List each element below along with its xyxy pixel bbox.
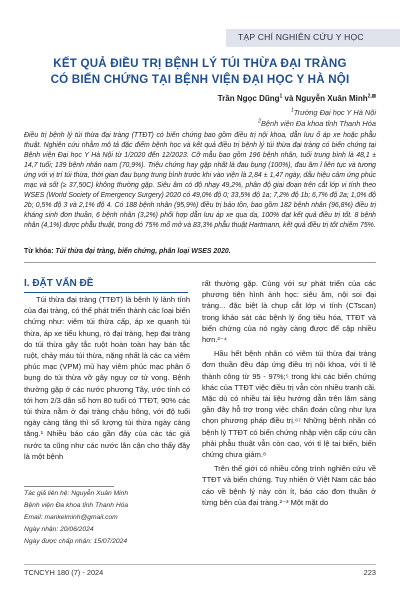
affiliation-2 (258, 119, 376, 128)
affiliation-1-text: Trường Đại học Y Hà Nội (293, 108, 376, 117)
corresponding-email: Email: mankelminh@gmail.com (24, 514, 118, 521)
body-paragraph: Túi thừa đại tràng (TTĐT) là bệnh lý lành tính của đại tràng, có thể phát triển thành các loại biến chứng như: viêm túi thừa cấp, áp xe quanh túi thừa, áp xe tiểu khung, rò đại tràng, hẹp đại tràng do túi thừa gây tắc ruột hoàn toàn hay bán tắc ruột, chảy máu túi thừa, nặng nhất là các ca viêm phúc mạc (VPM) mủ hay viêm phúc mạc phân ổ bụng do túi thừa vỡ gây nguy cơ tử vong. Bệnh thường gặp ở các nước phương Tây, ước tính có tới hơn 2/3 dân số hơn 80 tuổi có TTĐT, 90% các túi thừa nằm ở đại tràng chậu hông, với độ tuổi ngày càng tăng thì số lượng túi thừa ngày càng tăng.¹ Nhiều báo cáo gần đây của các tác giả nước ta cũng như các nước lân cận cho thấy đây là một bệnh (24, 295, 190, 461)
author-conjunction: và (282, 94, 296, 103)
correspondence-rule (24, 486, 114, 487)
section-rule (24, 292, 188, 293)
abstract-divider (24, 262, 376, 263)
section-heading: I. ĐẶT VẤN ĐỀ (24, 278, 94, 289)
corresponding-hospital: Bệnh viện Đa khoa tỉnh Thanh Hóa (24, 502, 129, 509)
author-2: Nguyễn Xuân Minh (295, 94, 368, 103)
footer-journal-issue: TCNCYH 180 (7) - 2024 (24, 568, 104, 577)
journal-name: TẠP CHÍ NGHIÊN CỨU Y HỌC (238, 32, 364, 42)
footer-rule (24, 564, 376, 565)
author-1: Trần Ngọc Dũng (217, 94, 280, 103)
body-paragraph: Hầu hết bệnh nhân có viêm túi thừa đại tràng đơn thuần đều đáp ứng điều trị nội khoa, với tỉ lệ thành công từ 95 - 97%;⁵ trong khi các biến chứng khác của TTĐT việc điều trị vẫn còn nhiều tranh cãi. Mặc dù có nhiều tài liệu hướng dẫn trên lâm sàng gần đây hỗ trợ trong việc chẩn đoán cũng như lựa chọn phương pháp điều trị.⁶⁷ Những bệnh nhân có bệnh lý TTĐT có biến chứng nhập viện cấp cứu cần phải phẫu thuật vẫn còn cao, với tỉ lệ tai biến, biến chứng chưa giảm.⁸ (202, 349, 376, 460)
keywords-text: Túi thừa đại tràng, biến chứng, phân loại WSES 2020. (53, 248, 231, 255)
keywords-label: Từ khóa: (24, 248, 54, 255)
affiliation-2-text: Bệnh viện Đa khoa tỉnh Thanh Hóa (260, 119, 376, 128)
body-column-right (202, 278, 376, 564)
abstract: Điều trị bệnh lý túi thừa đại tràng (TTĐT) có biến chứng bao gồm điều trị nội khoa, dẫn lưu ổ áp xe hoặc phẫu thuật. Nghiên cứu nhằm mô tả đặc điểm bệnh học và kết quả điều trị bệnh lý túi thừa đại tràng có biến chứng tại Bệnh viện Đại học Y Hà Nội từ 1/2020 đến 12/2023. Cỡ mẫu bao gồm 196 bệnh nhân, tuổi trung bình là 48,1 ± 14,7 tuổi; 139 bệnh nhân nam (70,9%). Triệu chứng hay gặp nhất là đau bụng (100%), đau âm ỉ liên tục và tương ứng với vị trí túi thừa, thời gian đau bụng trung bình trước khi vào viện là 2,84 ± 1,47 ngày, dấu hiệu cảm ứng phúc mạc và sốt (≥ 37,50C) không thường gặp. Siêu âm có độ nhạy 49,2%, phân độ giai đoạn trên cắt lớp vi tính theo WSES (World Society of Emergency Surgery) 2020 có 49,0% độ 0; 33,5% độ 1a; 7,2% độ 1b; 6,7% độ 2a; 1,0% độ 2b; 0,5% độ 3 và 2,1% độ 4. Có 188 bệnh nhân (95,9%) điều trị bảo tồn, bao gồm 182 bệnh nhân (96,8%) điều trị kháng sinh đơn thuần, 6 bệnh nhân (3,2%) phối hợp dẫn lưu áp xe qua da, 100% đạt kết quả điều trị tốt. 8 bệnh nhân (4,1%) được phẫu thuật, trong đó 75% mổ mở và 83,3% phẫu thuật Hartmann, kết quả điều trị tốt chiếm 75%. (24, 132, 377, 229)
body-column-left (24, 294, 190, 478)
keywords (24, 248, 376, 255)
affiliation-1-sup: 1 (290, 107, 294, 114)
author-2-sup: 2,⊠ (367, 93, 376, 100)
body-paragraph: rất thường gặp. Cùng với sự phát triển của các phương tiện hình ảnh học: siêu âm, nội soi đại tràng... đặc biệt là chụp cắt lớp vi tính (CTscan) trong khảo sát các bệnh lý ống tiêu hóa, TTĐT và biến chứng của nó ngày càng được để cập nhiều hơn.²⁻⁴ (202, 279, 376, 345)
article-title-line-1: KẾT QUẢ ĐIỀU TRỊ BỆNH LÝ TÚI THỪA ĐẠI TRÀNG (53, 57, 347, 70)
accepted-date: Ngày được chấp nhận: 15/07/2024 (24, 538, 128, 545)
author-line (218, 94, 376, 103)
author-1-sup: 1 (279, 93, 283, 100)
affiliation-2-sup: 2 (258, 118, 261, 125)
page-number: 223 (363, 568, 376, 577)
article-title-line-2: CÓ BIẾN CHỨNG TẠI BỆNH VIỆN ĐẠI HỌC Y HÀ NỘI (50, 73, 350, 86)
body-paragraph: Trên thế giới có nhiều công trình nghiên cứu về TTĐT và biến chứng. Tuy nhiên ở Việt Nam các báo cáo về bệnh lý này còn ít, báo cáo đơn thuần ở từng bên của đại tràng.²⁻³ Một mặt do (202, 464, 376, 507)
received-date: Ngày nhận: 20/06/2024 (24, 526, 94, 533)
corresponding-author: Tác giả liên hệ: Nguyễn Xuân Minh (24, 490, 129, 497)
affiliation-1 (291, 108, 376, 117)
